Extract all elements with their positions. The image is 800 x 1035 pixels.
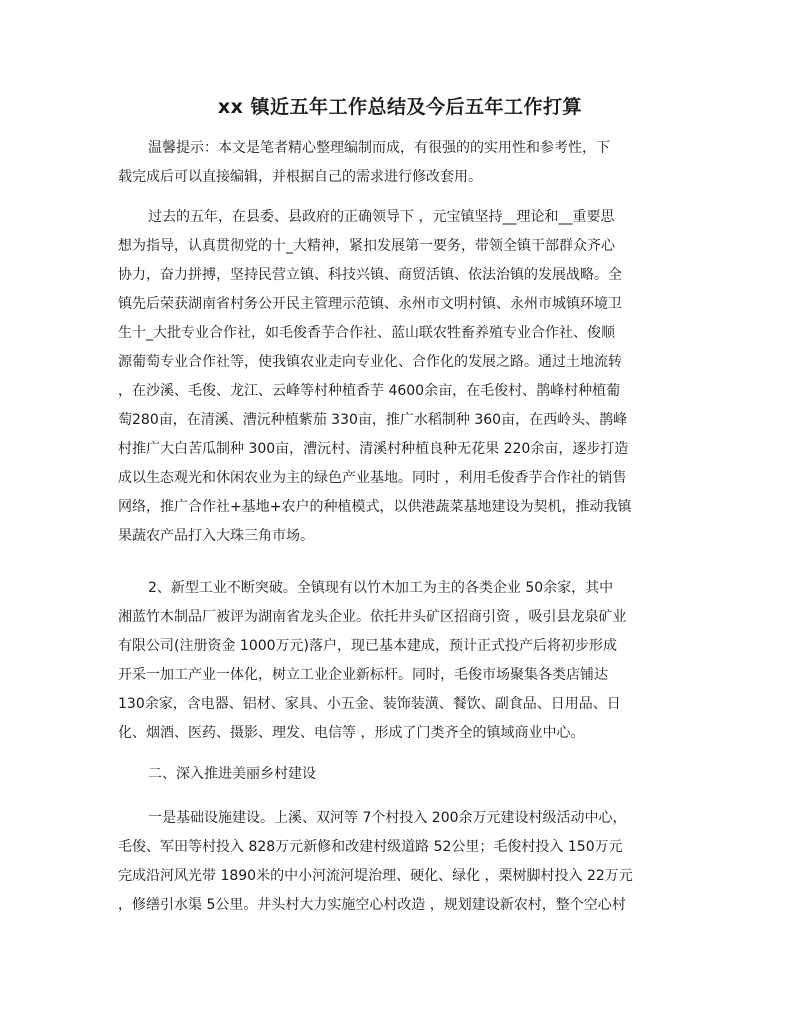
text-line: 一是基础设施建设。上溪、双河等 7个村投入 200余万元建设村级活动中心， [148, 810, 627, 826]
text-line: 2、新型工业不断突破。全镇现有以竹木加工为主的各类企业 50余家，其中 [148, 580, 614, 596]
paragraph-tip [118, 134, 698, 192]
text-line: 生十_大批专业合作社，如毛俊香芋合作社、蓝山联农牲畜养殖专业合作社、俊顺 [118, 325, 615, 341]
section-heading [118, 760, 698, 789]
text-line: 开采一加工产业一体化，树立工业企业新标杆。同时，毛俊市场聚集各类店铺达 [118, 667, 608, 683]
text-line: 有限公司(注册资金 1000万元)落户，现已基本建成，预计正式投产后将初步形成 [118, 638, 618, 654]
paragraph-agriculture [118, 203, 698, 551]
text-line: 源葡萄专业合作社等，使我镇农业走向专业化、合作化的发展之路。通过土地流转 [118, 354, 622, 370]
text-line: 载完成后可以直接编辑，并根据自己的需求进行修改套用。 [118, 169, 482, 185]
paragraph-infrastructure [118, 804, 698, 920]
text-line: 果蔬农产品打入大珠三角市场。 [118, 528, 314, 544]
text-line: 过去的五年，在县委、县政府的正确领导下 ，元宝镇坚持__理论和__重要思 [148, 209, 615, 225]
text-line: 协力，奋力拼搏，坚持民营立镇、科技兴镇、商贸活镇、依法治镇的发展战略。全 [118, 267, 622, 283]
text-line: 成以生态观光和休闲农业为主的绿色产业基地。同时 ，利用毛俊香芋合作社的销售 [118, 470, 627, 486]
text-line: ，修缮引水渠 5公里。井头村大力实施空心村改造 ，规划建设新农村，整个空心村 [118, 897, 626, 913]
paragraph-industry [118, 574, 698, 748]
text-line: 想为指导，认真贯彻党的十_大精神，紧扣发展第一要务，带领全镇干部群众齐心 [118, 238, 615, 254]
text-line: 毛俊、军田等村投入 828万元新修和改建村级道路 52公里；毛俊村投入 150万元 [118, 839, 623, 855]
text-line: 化、烟酒、医药、摄影、理发、电信等 ，形成了门类齐全的镇域商业中心。 [118, 725, 585, 741]
text-line: ，在沙溪、毛俊、龙江、云峰等村种植香芋 4600余亩，在毛俊村、鹊峰村种植葡 [118, 383, 621, 399]
document-title: xx 镇近五年工作总结及今后五年工作打算 [217, 96, 583, 118]
text-line: 湘蓝竹木制品厂被评为湖南省龙头企业。依托井头矿区招商引资 ，吸引县龙泉矿业 [118, 609, 627, 625]
text-line: 村推广大白苦瓜制种 300亩，漕沅村、清溪村种植良种无花果 220余亩，逐步打造 [118, 441, 629, 457]
text-line: 完成沿河风光带 1890米的中小河流河堤治理、硬化、绿化 ，栗树脚村投入 22万元 [118, 868, 633, 884]
text-line: 萄280亩，在清溪、漕沅种植紫茄 330亩，推广水稻制种 360亩，在西岭头、鹊峰 [118, 412, 628, 428]
text-line: 镇先后荣获湖南省村务公开民主管理示范镇、永州市文明村镇、永州市城镇环境卫 [118, 296, 622, 312]
text-line: 130余家，含电器、铝材、家具、小五金、装饰装潢、餐饮、副食品、日用品、日 [118, 696, 621, 712]
text-line: 二、深入推进美丽乡村建设 [148, 766, 316, 782]
text-line: 网络，推广合作社+基地+农户的种植模式，以供港蔬菜基地建设为契机，推动我镇 [118, 499, 632, 515]
text-line: 温馨提示：本文是笔者精心整理编制而成，有很强的的实用性和参考性，下 [148, 140, 610, 156]
